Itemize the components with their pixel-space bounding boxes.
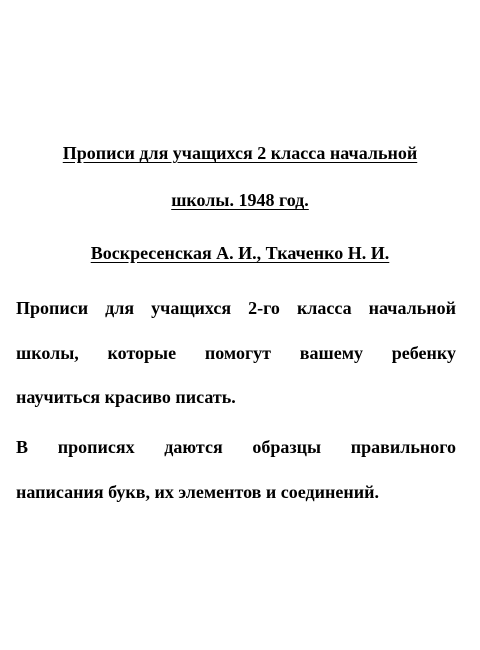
- paragraph-2-line-1: [16, 436, 456, 458]
- title-line-1: Прописи для учащихся 2 класса начальной: [62, 143, 418, 163]
- word: вашему: [299, 343, 363, 363]
- title-line-2: школы. 1948 год.: [171, 190, 309, 210]
- paragraph-2-line-2: написания букв, их элементов и соединений.: [16, 482, 379, 502]
- word: В: [16, 437, 29, 457]
- word: которые: [107, 343, 177, 363]
- word: начальной: [368, 298, 456, 318]
- word: правильного: [350, 437, 456, 457]
- paragraph-1-line-3: научиться красиво писать.: [16, 387, 236, 407]
- word: даются: [164, 437, 223, 457]
- word: прописях: [57, 437, 135, 457]
- word: 2-го: [248, 298, 280, 318]
- paragraph-1-line-2: [16, 342, 456, 364]
- word: учащихся: [151, 298, 232, 318]
- paragraph-1-line-1: [16, 297, 456, 319]
- word: помогут: [204, 343, 271, 363]
- word: школы,: [16, 343, 79, 363]
- word: для: [105, 298, 135, 318]
- authors-line: Воскресенская А. И., Ткаченко Н. И.: [90, 243, 390, 263]
- word: класса: [296, 298, 352, 318]
- word: ребенку: [391, 343, 456, 363]
- word: Прописи: [16, 298, 89, 318]
- word: образцы: [252, 437, 322, 457]
